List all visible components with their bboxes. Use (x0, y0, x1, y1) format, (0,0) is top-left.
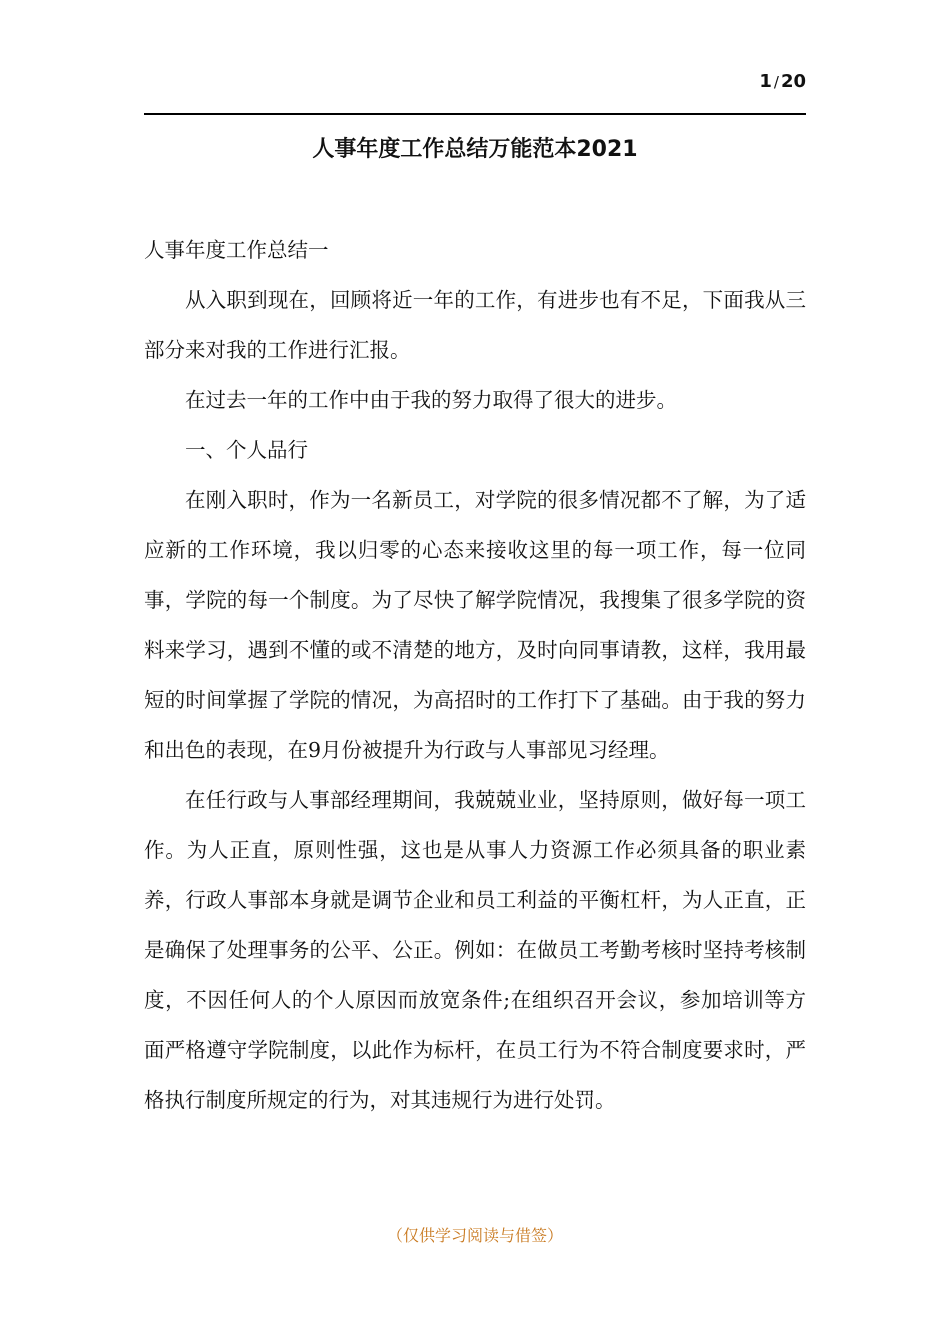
section-heading: 人事年度工作总结一 (144, 238, 329, 262)
header-rule (144, 113, 806, 115)
page-current: 1 (759, 71, 772, 92)
paragraph-onboarding: 在刚入职时，作为一名新员工，对学院的很多情况都不了解，为了适应新的工作环境，我以归零的心态来接收这里的每一项工作，每一位同事，学院的每一个制度。为了尽快了解学院情况，我搜集了很多学院的资料来学习，遇到不懂的或不清楚的地方，及时向同事请教，这样，我用最短的时间掌握了学院的情况，为高招时的工作打下了基础。由于我的努力和出色的表现，在9月份被提升为行政与人事部见习经理。 (144, 488, 806, 762)
paragraph-progress: 在过去一年的工作中由于我的努力取得了很大的进步。 (185, 388, 677, 412)
page-total: 20 (780, 71, 806, 92)
footer-note: （仅供学习阅读与借签） (386, 1226, 563, 1245)
document-body (144, 225, 806, 1125)
paragraph-manager-duties: 在任行政与人事部经理期间，我兢兢业业，坚持原则，做好每一项工作。为人正直，原则性强，这也是从事人力资源工作必须具备的职业素养，行政人事部本身就是调节企业和员工利益的平衡杠杆，为人正直，正是确保了处理事务的公平、公正。例如：在做员工考勤考核时坚持考核制度，不因任何人的个人原因而放宽条件;在组织召开会议，参加培训等方面严格遵守学院制度，以此作为标杆，在员工行为不符合制度要求时，严格执行制度所规定的行为，对其违规行为进行处罚。 (144, 788, 806, 1112)
document-title: 人事年度工作总结万能范本2021 (312, 137, 638, 162)
page-number (759, 70, 806, 94)
paragraph-intro: 从入职到现在，回顾将近一年的工作，有进步也有不足，下面我从三部分来对我的工作进行汇报。 (144, 288, 806, 362)
page-separator: / (773, 73, 779, 91)
subsection-heading: 一、个人品行 (185, 438, 308, 462)
